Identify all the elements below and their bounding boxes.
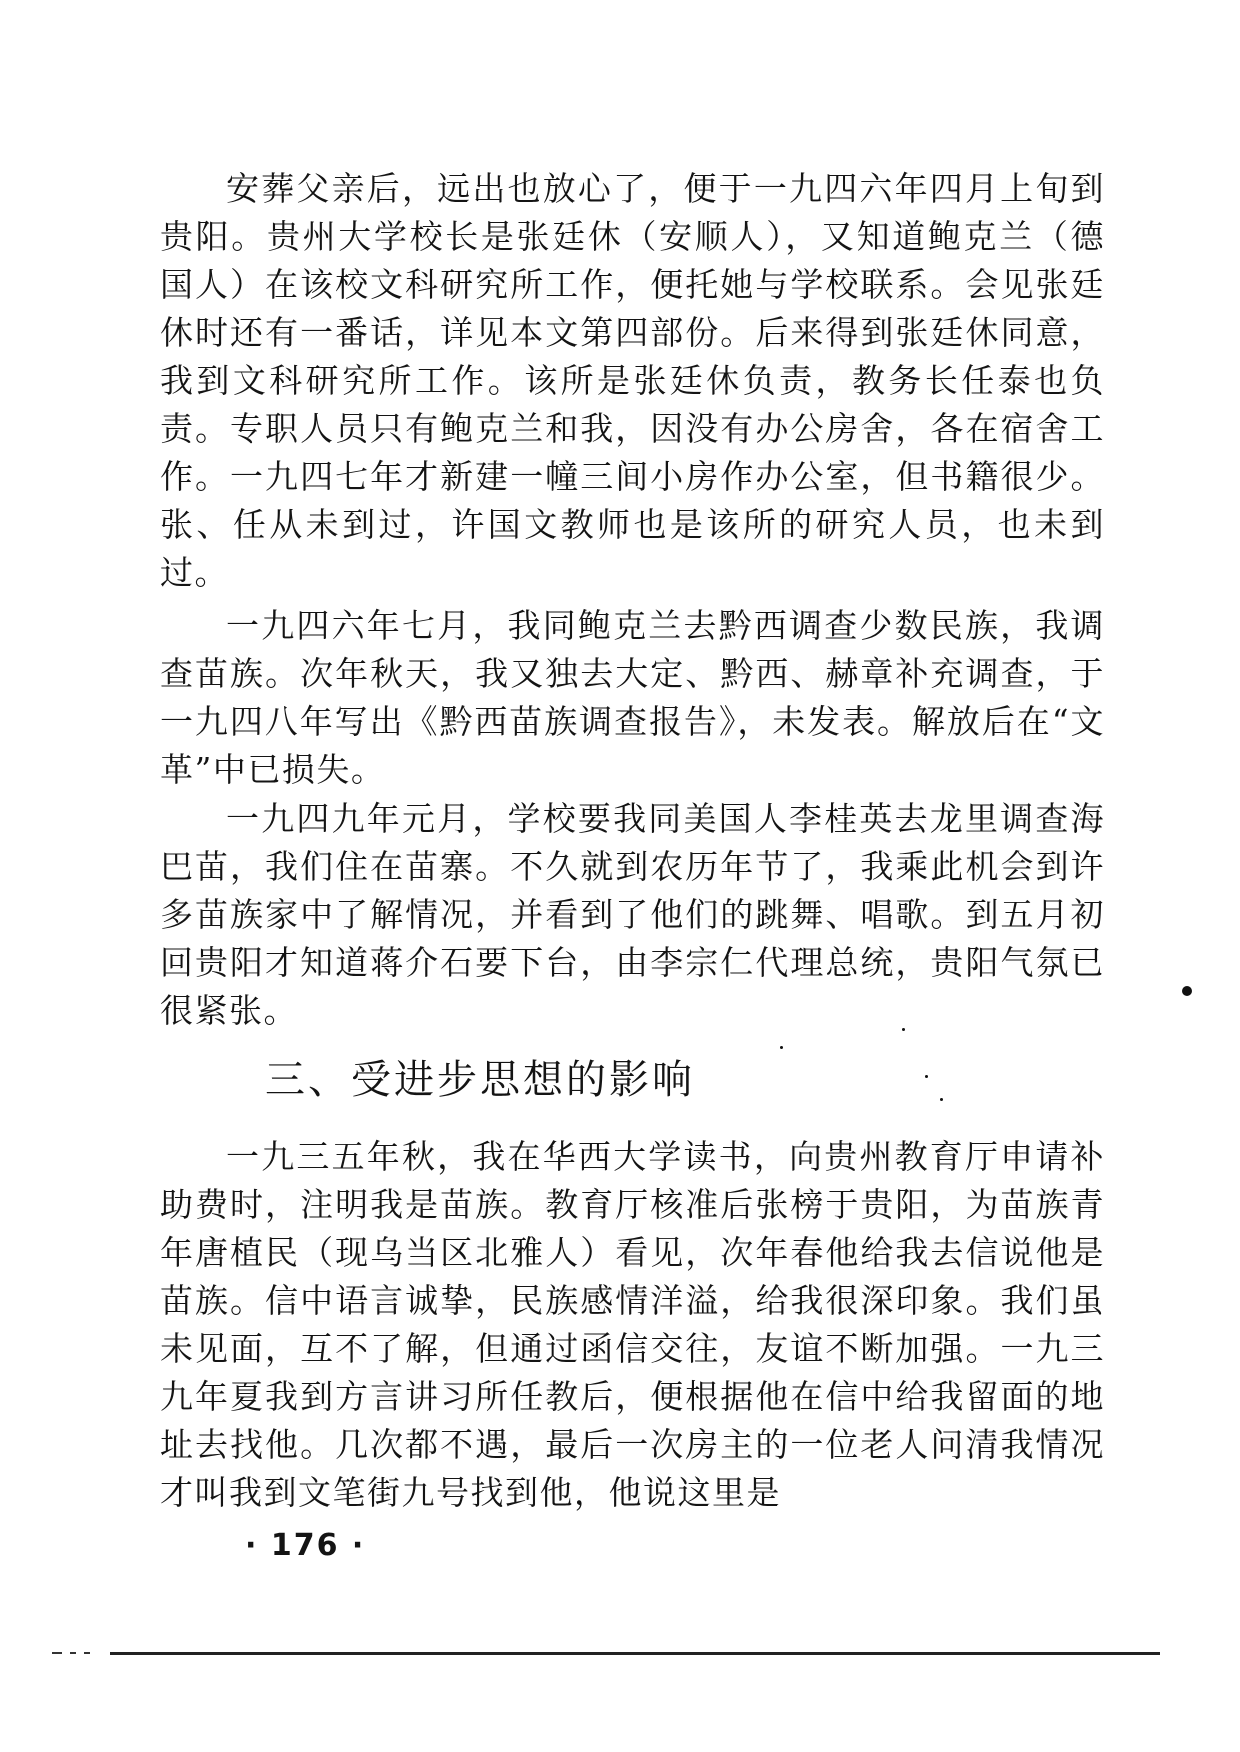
section-paragraph: 一九三五年秋，我在华西大学读书，向贵州教育厅申请补助费时，注明我是苗族。教育厅核准后张榜于贵阳，为苗族青年唐植民（现乌当区北雅人）看见，次年春他给我去信说他是苗族。信中语言诚挚，民族感情洋溢，给我很深印象。我们虽未见面，互不了解，但通过函信交往，友谊不断加强。一九三九年夏我到方言讲习所任教后，便根据他在信中给我留面的地址去找他。几次都不遇，最后一次房主的一位老人问清我情况才叫我到文笔街九号找到他，他说这里是 xyxy=(160,1137,1105,1512)
page-number: · 176 · xyxy=(245,1528,366,1563)
bottom-rule-dash xyxy=(52,1652,62,1654)
bottom-rule xyxy=(110,1652,1160,1655)
paragraph-2: 一九四六年七月，我同鲍克兰去黔西调查少数民族，我调查苗族。次年秋天，我又独去大定、黔西、赫章补充调查，于一九四八年写出《黔西苗族调查报告》，未发表。解放后在“文革”中已损失。 xyxy=(160,606,1105,789)
scan-speck xyxy=(925,1075,928,1078)
bottom-rule-dash xyxy=(84,1652,90,1654)
bottom-rule-dash xyxy=(70,1652,76,1654)
scan-speck xyxy=(940,1098,943,1101)
scan-speck xyxy=(780,1046,783,1049)
section-heading: 三、受进步思想的影响 xyxy=(265,1057,695,1103)
paragraph-1: 安葬父亲后，远出也放心了，便于一九四六年四月上旬到贵阳。贵州大学校长是张廷休（安顺人），又知道鲍克兰（德国人）在该校文科研究所工作，便托她与学校联系。会见张廷休时还有一番话，详见本文第四部份。后来得到张廷休同意，我到文科研究所工作。该所是张廷休负责，教务长任泰也负责。专职人员只有鲍克兰和我，因没有办公房舍，各在宿舍工作。一九四七年才新建一幢三间小房作办公室，但书籍很少。张、任从未到过，许国文教师也是该所的研究人员，也未到过。 xyxy=(160,169,1105,592)
scan-speck xyxy=(902,1028,905,1031)
paragraph-3: 一九四九年元月，学校要我同美国人李桂英去龙里调查海巴苗，我们住在苗寨。不久就到农历年节了，我乘此机会到许多苗族家中了解情况，并看到了他们的跳舞、唱歌。到五月初回贵阳才知道蒋介石要下台，由李宗仁代理总统，贵阳气氛已很紧张。 xyxy=(160,799,1105,1030)
scan-speck xyxy=(1182,986,1192,996)
